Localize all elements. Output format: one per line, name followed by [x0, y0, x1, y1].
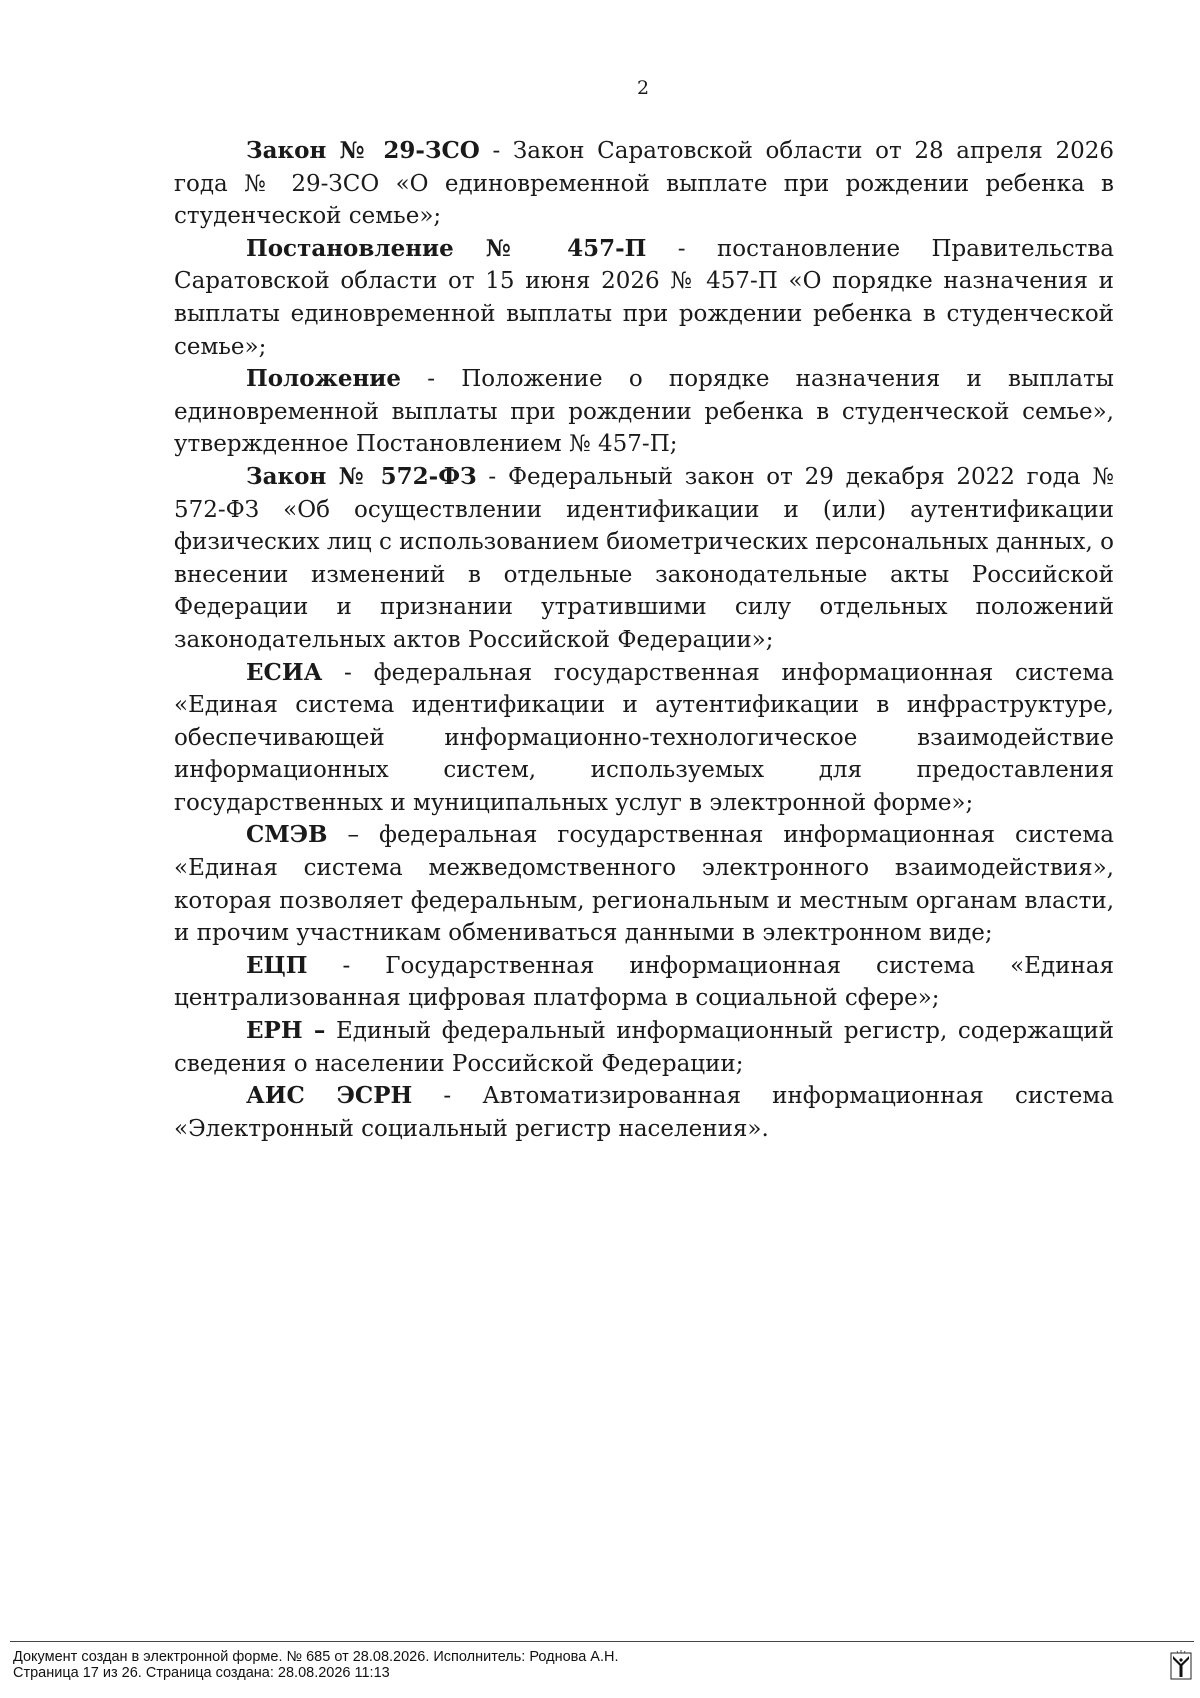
definition-term: ЕРН – [246, 1017, 326, 1045]
definition-separator [325, 1018, 336, 1044]
definition-item [174, 461, 1114, 657]
definition-item [174, 233, 1114, 363]
definition-term: Закон № 572-ФЗ [246, 462, 477, 490]
definition-item [174, 1080, 1114, 1145]
definition-item [174, 819, 1114, 949]
definition-text: Единый федеральный информационный регистр, содержащий сведения о населении Российской Федерации; [174, 1018, 1115, 1077]
definition-separator: – [327, 822, 379, 849]
definition-text: Государственная информационная система «Единая централизованная цифровая платформа в социальной сфере»; [174, 952, 1114, 1012]
definition-item [174, 657, 1114, 820]
definition-separator: - [412, 1083, 483, 1110]
definition-term: СМЭВ [246, 821, 328, 849]
coat-of-arms-icon [1170, 1649, 1192, 1681]
definition-separator: - [646, 235, 717, 262]
definition-term: ЕЦП [246, 951, 308, 979]
definition-separator: - [479, 138, 513, 164]
footer-divider [10, 1641, 1194, 1642]
definition-separator: - [401, 366, 462, 393]
definition-term: АИС ЭСРН [246, 1082, 413, 1110]
definition-separator: - [476, 463, 508, 490]
definition-text: федеральная государственная информационная система «Единая система идентификации и аутентификации в инфраструктуре, обеспечивающей информационно-технологическое взаимодействие информационных систем, используемых для предоставления государственных и муниципальных услуг в электронной форме»; [174, 659, 1114, 816]
definitions-list [174, 135, 1114, 1145]
definition-text: Положение о порядке назначения и выплаты единовременной выплаты при рождении ребенка в студенческой семье», утвержденное Постановлением № 457-П; [174, 366, 1114, 458]
definition-item [174, 135, 1114, 233]
definition-term: Постановление № 457-П [246, 234, 647, 262]
definition-text: федеральная государственная информационная система «Единая система межведомственного электронного взаимодействия», которая позволяет федеральным, региональным и местным органам власти, и прочим участникам обмениваться данными в электронном виде; [174, 822, 1115, 947]
definition-term: Закон № 29-ЗСО [246, 137, 480, 164]
definition-text: Закон Саратовской области от 28 апреля 2026 года № 29-ЗСО «О единовременной выплате при рождении ребенка в студенческой семье»; [174, 138, 1114, 230]
page-number: 2 [636, 77, 650, 99]
definition-term: ЕСИА [246, 658, 323, 686]
definition-text: Автоматизированная информационная система «Электронный социальный регистр населения». [174, 1083, 1114, 1142]
document-footer [13, 1649, 619, 1681]
definition-term: Положение [246, 365, 402, 393]
footer-document-info: Документ создан в электронной форме. № 685 от 28.08.2026. Исполнитель: Роднова А.Н. [13, 1649, 619, 1665]
definition-separator: - [307, 952, 386, 979]
definition-item [174, 1015, 1114, 1080]
definition-separator: - [322, 659, 374, 686]
definition-text: постановление Правительства Саратовской области от 15 июня 2026 № 457-П «О порядке назначения и выплаты единовременной выплаты при рождении ребенка в студенческой семье»; [174, 235, 1115, 360]
definition-text: Федеральный закон от 29 декабря 2022 года № 572-ФЗ «Об осуществлении идентификации и (или) аутентификации физических лиц с использованием биометрических персональных данных, о внесении изменений в отдельные законодательные акты Российской Федерации и признании утратившими силу отдельных положений законодательных актов Российской Федерации»; [174, 463, 1114, 653]
definition-item [174, 950, 1114, 1015]
definition-item [174, 363, 1114, 461]
footer-page-info: Страница 17 из 26. Страница создана: 28.08.2026 11:13 [13, 1665, 390, 1681]
